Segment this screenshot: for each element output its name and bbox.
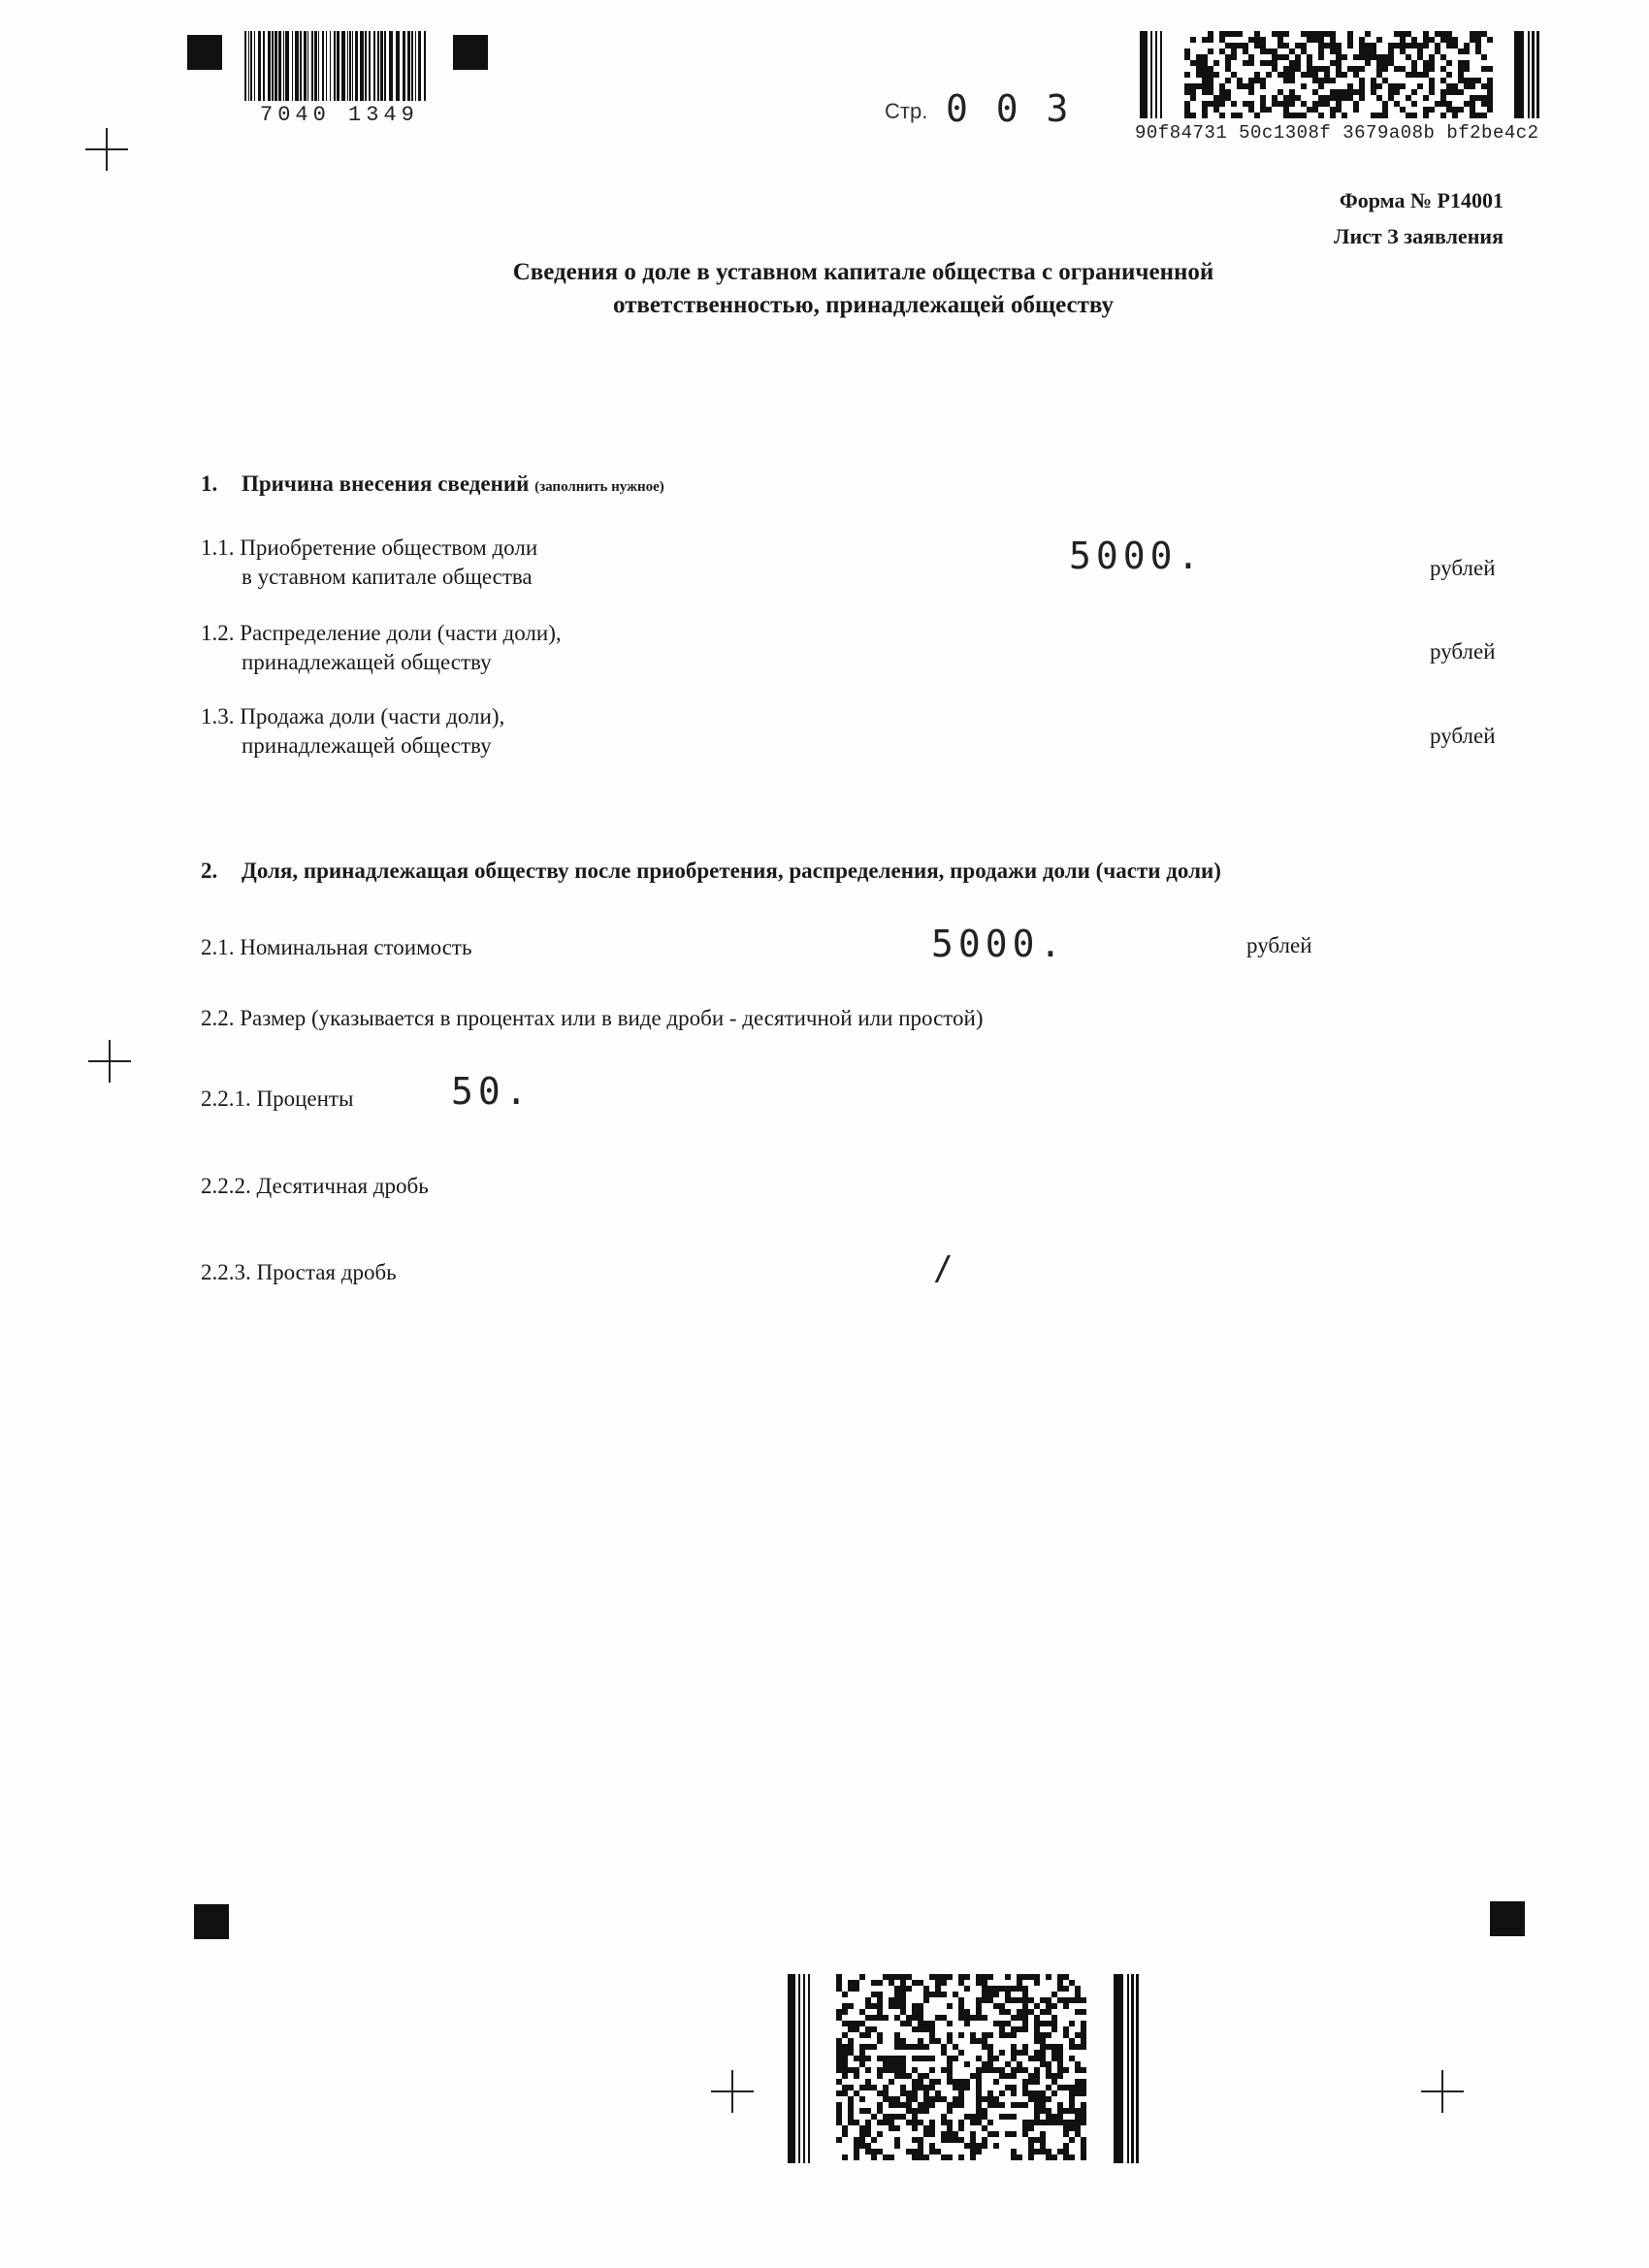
section1-number: 1. (201, 471, 218, 496)
hash-code: 90f84731 50c1308f 3679a08b bf2be4c2 (1135, 122, 1539, 144)
section2-number: 2. (201, 859, 218, 883)
registration-mark (187, 35, 222, 70)
linear-barcode (244, 31, 435, 101)
simple-fraction-value[interactable]: / (933, 1249, 958, 1288)
item-1-1-line1: Приобретение обществом доли (240, 535, 538, 560)
unit-rubles: рублей (1430, 556, 1496, 580)
pdf417-barcode (1140, 31, 1539, 118)
acquisition-amount[interactable]: 5000. (1069, 535, 1205, 577)
unit-rubles: рублей (1430, 724, 1496, 748)
barcode-number: 7040 1349 (260, 103, 419, 127)
title-line-2: ответственностью, принадлежащей обществу (612, 292, 1114, 318)
item-1-1-number: 1.1. (201, 535, 235, 560)
form-name: Форма № Р14001 (1339, 188, 1504, 212)
percent-label: 2.2.1. Проценты (201, 1086, 354, 1111)
share-size-label: 2.2. Размер (указывается в процентах или в виде дроби - десятичной или простой) (201, 1006, 984, 1030)
crosshair-mark (88, 1040, 131, 1083)
section2-title: Доля, принадлежащая обществу после приобретения, распределения, продажи доли (части доли) (242, 859, 1221, 883)
item-1-2-line1: Распределение доли (части доли), (240, 621, 562, 645)
registration-mark (194, 1904, 229, 1939)
section1-note: (заполнить нужное) (534, 479, 664, 495)
decimal-fraction-label: 2.2.2. Десятичная дробь (201, 1174, 429, 1198)
crosshair-mark (1421, 2070, 1464, 2113)
item-1-1 (201, 534, 537, 592)
simple-fraction-label: 2.2.3. Простая дробь (201, 1260, 397, 1284)
registration-mark (1490, 1901, 1525, 1936)
page-title (0, 256, 1649, 322)
section1-heading (201, 470, 664, 502)
unit-rubles: рублей (1246, 933, 1312, 957)
section2-heading (201, 857, 1221, 886)
crosshair-mark (85, 128, 128, 171)
page-label: Стр. (885, 99, 928, 123)
item-1-3 (201, 702, 504, 761)
page-number: 0 0 3 (946, 87, 1072, 130)
item-1-2-number: 1.2. (201, 621, 235, 645)
item-1-1-line2: в уставном капитале общества (242, 565, 533, 589)
crosshair-mark (711, 2070, 754, 2113)
pdf417-barcode (788, 1974, 1139, 2163)
sheet-name: Лист З заявления (1334, 224, 1504, 248)
unit-rubles: рублей (1430, 639, 1496, 664)
section1-title: Причина внесения сведений (242, 471, 530, 496)
percent-value[interactable]: 50. (451, 1070, 533, 1113)
item-1-3-number: 1.3. (201, 704, 235, 729)
item-1-2-line2: принадлежащей обществу (242, 650, 492, 674)
title-line-1: Сведения о доле в уставном капитале общества с ограниченной (512, 259, 1214, 285)
item-1-2 (201, 619, 562, 677)
nominal-value[interactable]: 5000. (931, 923, 1067, 965)
item-1-3-line1: Продажа доли (части доли), (240, 704, 505, 729)
nominal-value-label: 2.1. Номинальная стоимость (201, 935, 472, 959)
registration-mark (453, 35, 488, 70)
item-1-3-line2: принадлежащей обществу (242, 733, 492, 758)
